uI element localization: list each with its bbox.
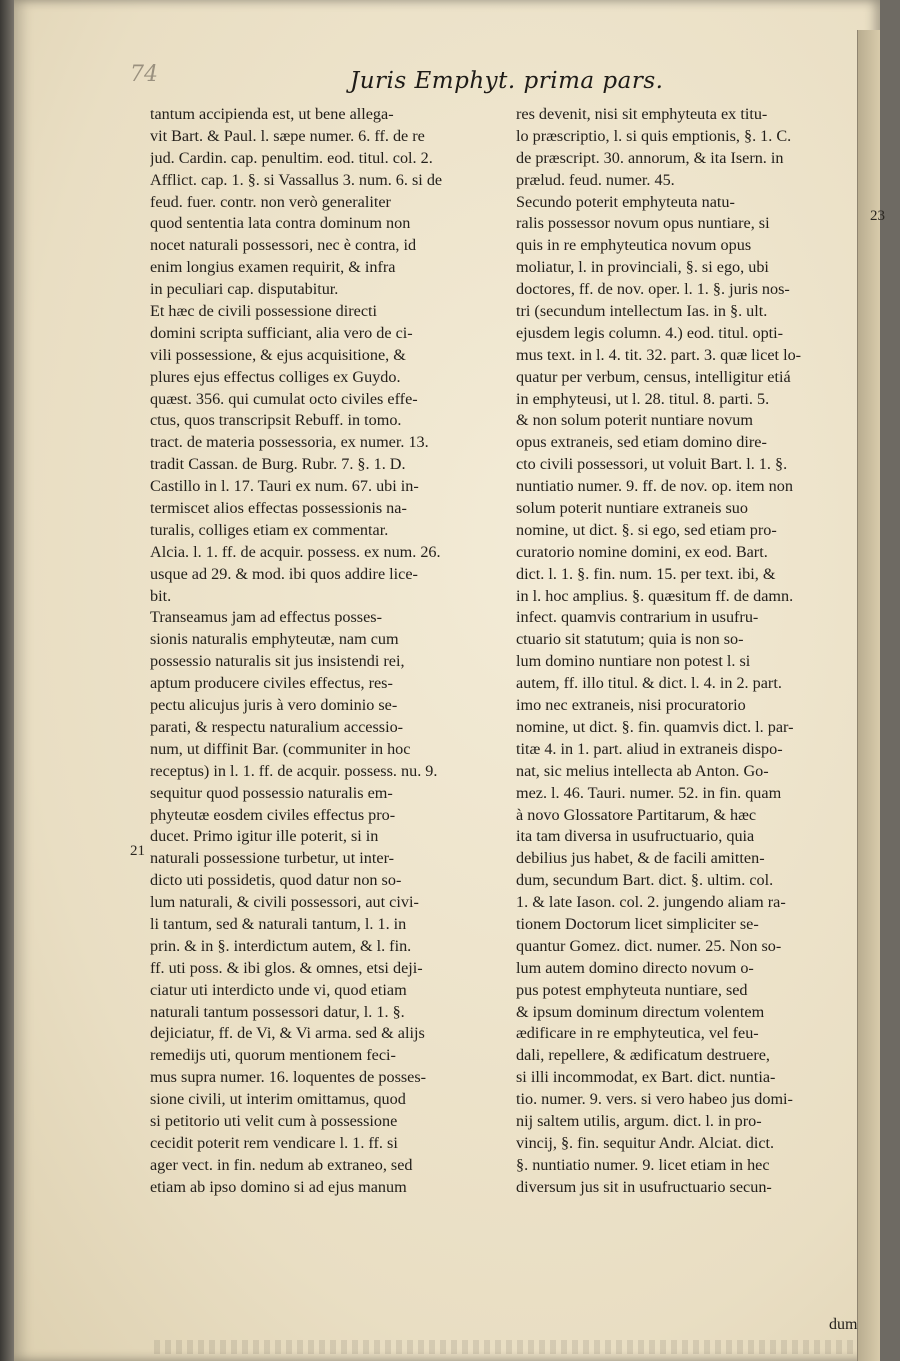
text-line: ædificare in re emphyteutica, vel feu- (516, 1024, 759, 1043)
text-line: vili possessione, & ejus acquisitione, & (150, 345, 406, 364)
text-line: autem, ff. illo titul. & dict. l. 4. in 2. part. (516, 674, 782, 693)
text-line: sione civili, ut interim omittamus, quod (150, 1090, 406, 1109)
text-line: jud. Cardin. cap. penultim. eod. titul. col. 2. (150, 148, 433, 167)
text-line: & non solum poterit nuntiare novum (516, 411, 753, 430)
text-line: & ipsum dominum directum volentem (516, 1002, 765, 1021)
text-line: usque ad 29. & mod. ibi quos addire lice- (150, 564, 418, 583)
text-line: in emphyteusi, ut l. 28. titul. 8. parti. 5. (516, 389, 770, 408)
text-line: mez. l. 46. Tauri. numer. 52. in fin. quam (516, 783, 782, 802)
text-line: res devenit, nisi sit emphyteuta ex titu- (516, 105, 768, 123)
text-line: quod sententia lata contra dominum non (150, 214, 411, 233)
text-line: naturali tantum possessori datur, l. 1. §. (150, 1002, 405, 1021)
text-line: turalis, colliges etiam ex commentar. (150, 520, 389, 539)
text-line: tri (secundum intellectum Ias. in §. ult. (516, 302, 768, 321)
text-line: tract. de materia possessoria, ex numer. 13. (150, 433, 429, 452)
text-line: lum naturali, & civili possessori, aut civi- (150, 893, 419, 912)
text-line: cecidit poterit rem vendicare l. 1. ff. si (150, 1133, 398, 1152)
text-line: quantur Gomez. dict. numer. 25. Non so- (516, 936, 782, 955)
text-line: ducet. Primo igitur ille poterit, si in (150, 827, 379, 846)
right-text-column (516, 104, 864, 1199)
text-line: tradit Cassan. de Burg. Rubr. 7. §. 1. D. (150, 455, 406, 474)
text-line: 1. & late Iason. col. 2. jungendo aliam ra- (516, 893, 786, 912)
text-line: titæ 4. in 1. part. aliud in extraneis dispo- (516, 739, 783, 758)
text-line: nomine, ut dict. §. si ego, sed etiam pro- (516, 520, 777, 539)
text-line: ctus, quos transcripsit Rebuff. in tomo. (150, 411, 402, 430)
running-head: Juris Emphyt. prima pars. (350, 68, 664, 94)
text-line: ctuario sit statutum; quia is non so- (516, 630, 744, 649)
text-line: dict. l. 1. §. fin. num. 15. per text. ibi, & (516, 564, 776, 583)
marginal-note-21: 21 (130, 843, 145, 859)
text-line: enim longius examen requirit, & infra (150, 258, 396, 277)
text-line: ager vect. in fin. nedum ab extraneo, sed (150, 1155, 413, 1174)
text-line: lo præscriptio, l. si quis emptionis, §. 1. C. (516, 126, 792, 145)
text-line: Alcia. l. 1. ff. de acquir. possess. ex num. 26. (150, 542, 441, 561)
catchword: dum (829, 1316, 858, 1333)
text-line: doctores, ff. de nov. oper. l. 1. §. juris nos- (516, 280, 790, 299)
text-line: moliatur, l. in provinciali, §. si ego, ubi (516, 258, 769, 277)
text-line: nij saltem utilis, argum. dict. l. in pro- (516, 1111, 762, 1130)
text-line: etiam ab ipso domino si ad ejus manum (150, 1177, 407, 1196)
text-line: pectu alicujus juris à vero dominio se- (150, 696, 398, 715)
text-line: dicto uti possidetis, quod datur non so- (150, 871, 402, 890)
text-line: dum, secundum Bart. dict. §. ultim. col. (516, 871, 774, 890)
text-line: infect. quamvis contrarium in usufru- (516, 608, 759, 627)
text-line: dejiciatur, ff. de Vi, & Vi arma. sed & alijs (150, 1024, 425, 1043)
text-line: tio. numer. 9. vers. si vero habeo jus domi- (516, 1090, 793, 1109)
text-line: Et hæc de civili possessione directi (150, 302, 378, 321)
text-line: phyteutæ eosdem civiles effectus pro- (150, 805, 396, 824)
text-line: plures ejus effectus colliges ex Guydo. (150, 367, 401, 386)
text-line: si petitorio uti velit cum à possessione (150, 1111, 398, 1130)
text-line: nomine, ut dict. §. fin. quamvis dict. l. par- (516, 717, 794, 736)
text-line: tantum accipienda est, ut bene allega- (150, 105, 394, 123)
text-line: possessio naturalis sit jus insistendi rei, (150, 652, 405, 671)
text-line: num, ut diffinit Bar. (communiter in hoc (150, 739, 411, 758)
marginal-note-23: 23 (870, 208, 885, 224)
text-line: remedijs uti, quorum mentionem feci- (150, 1046, 396, 1065)
text-line: domini scripta sufficiant, alia vero de ci- (150, 323, 413, 342)
text-line: vit Bart. & Paul. l. sæpe numer. 6. ff. de re (150, 126, 425, 145)
text-line: si illi incommodat, ex Bart. dict. nuntia- (516, 1068, 776, 1087)
book-gutter (0, 0, 14, 1361)
text-line: naturali possessione turbetur, ut inter- (150, 849, 395, 868)
text-line: feud. fuer. contr. non verò generaliter (150, 192, 391, 211)
bleed-through-text (154, 1340, 854, 1354)
text-line: mus text. in l. 4. tit. 32. part. 3. quæ licet lo- (516, 345, 802, 364)
text-line: vincij, §. fin. sequitur Andr. Alciat. dict. (516, 1133, 775, 1152)
text-line: §. nuntiatio numer. 9. licet etiam in hec (516, 1155, 770, 1174)
text-line: Transeamus jam ad effectus posses- (150, 608, 382, 627)
text-line: ralis possessor novum opus nuntiare, si (516, 214, 770, 233)
text-line: nocet naturali possessori, nec è contra, id (150, 236, 417, 255)
text-line: imo nec extraneis, nisi procuratorio (516, 696, 746, 715)
book-page (14, 0, 885, 1361)
text-line: termiscet alios effectas possessionis na- (150, 499, 407, 518)
text-line: aptum producere civiles effectus, res- (150, 674, 393, 693)
text-line: mus supra numer. 16. loquentes de posses- (150, 1068, 427, 1087)
text-line: quæst. 356. qui cumulat octo civiles effe- (150, 389, 418, 408)
text-line: in peculiari cap. disputabitur. (150, 280, 339, 299)
text-line: Afflict. cap. 1. §. si Vassallus 3. num. 6. si de (150, 170, 443, 189)
text-line: receptus) in l. 1. ff. de acquir. possess. nu. 9. (150, 761, 438, 780)
text-line: opus extraneis, sed etiam domino dire- (516, 433, 767, 452)
text-line: lum autem domino directo novum o- (516, 958, 754, 977)
text-line: solum poterit nuntiare extraneis suo (516, 499, 748, 518)
text-line: sequitur quod possessio naturalis em- (150, 783, 393, 802)
text-line: li tantum, sed & naturali tantum, l. 1. in (150, 914, 407, 933)
text-line: Secundo poterit emphyteuta natu- (516, 192, 735, 211)
text-line: ita tam diversa in usufructuario, quia (516, 827, 755, 846)
text-line: cto civili possessori, ut voluit Bart. l. 1. §. (516, 455, 788, 474)
text-line: lum domino nuntiare non potest l. si (516, 652, 751, 671)
page-folio-number: 74 (130, 62, 158, 87)
text-line: à novo Glossatore Partitarum, & hæc (516, 805, 757, 824)
text-line: ejusdem legis column. 4.) eod. titul. opti- (516, 323, 784, 342)
text-line: pus potest emphyteuta nuntiare, sed (516, 980, 748, 999)
text-line: nat, sic melius intellecta ab Anton. Go- (516, 761, 769, 780)
text-line: sionis naturalis emphyteutæ, nam cum (150, 630, 399, 649)
text-line: debilius jus habet, & de facili amitten- (516, 849, 765, 868)
text-line: ff. uti poss. & ibi glos. & omnes, etsi deji- (150, 958, 423, 977)
text-line: in l. hoc amplius. §. quæsitum ff. de damn. (516, 586, 794, 605)
text-line: bit. (150, 586, 172, 605)
text-line: prælud. feud. numer. 45. (516, 170, 675, 189)
text-line: diversum jus sit in usufructuario secun- (516, 1177, 772, 1196)
text-line: dali, repellere, & ædificatum destruere, (516, 1046, 770, 1065)
text-line: nuntiatio numer. 9. ff. de nov. op. item non (516, 477, 793, 496)
text-line: curatorio nomine domini, ex eod. Bart. (516, 542, 768, 561)
text-line: tionem Doctorum licet simpliciter se- (516, 914, 759, 933)
text-line: prin. & in §. interdictum autem, & l. fin. (150, 936, 412, 955)
left-text-column (150, 104, 494, 1199)
text-line: de præscript. 30. annorum, & ita Isern. in (516, 148, 784, 167)
text-line: quatur per verbum, census, intelligitur etiá (516, 367, 791, 386)
text-line: quis in re emphyteutica novum opus (516, 236, 752, 255)
text-line: Castillo in l. 17. Tauri ex num. 67. ubi in- (150, 477, 419, 496)
text-line: ciatur uti interdicto unde vi, quod etiam (150, 980, 407, 999)
text-line: parati, & respectu naturalium accessio- (150, 717, 404, 736)
